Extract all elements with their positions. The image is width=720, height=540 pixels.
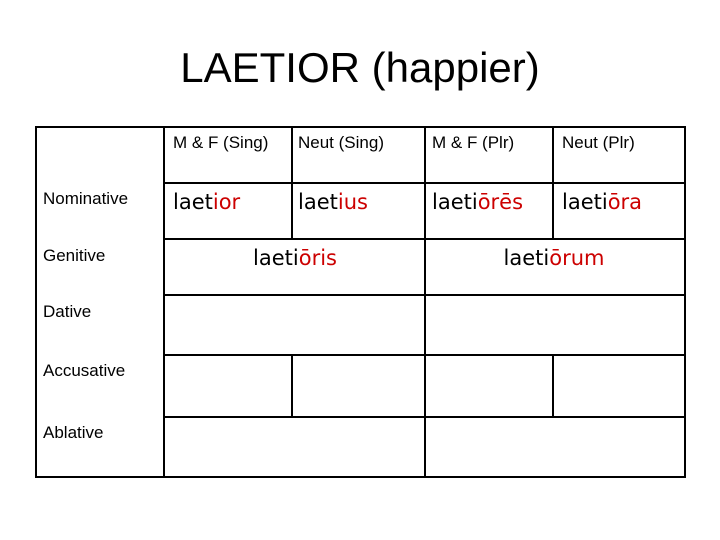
- table-divider-neut-sing-acc: [291, 354, 293, 416]
- form-ending: ōris: [298, 246, 337, 270]
- table-divider-neut-sing-nom: [291, 182, 293, 238]
- form-nom-neut-sing: [298, 189, 368, 215]
- header-neut-sing: Neut (Sing): [298, 133, 384, 152]
- row-label-genitive: Genitive: [43, 246, 106, 265]
- form-ending: ius: [337, 190, 368, 214]
- table-divider-neut-plr-acc: [552, 354, 554, 416]
- table-border-right: [684, 126, 686, 478]
- page-title: LAETIOR (happier): [180, 44, 540, 91]
- row-label-accusative: Accusative: [43, 361, 126, 380]
- form-gen-plr: [504, 245, 605, 271]
- form-ending: ior: [212, 190, 241, 214]
- form-stem: laet: [298, 190, 338, 214]
- form-stem: laet: [173, 190, 213, 214]
- form-nom-mf-plr: [432, 189, 523, 215]
- header-mf-sing: M & F (Sing): [173, 133, 269, 152]
- form-nom-mf-sing: [173, 189, 240, 215]
- table-border-left: [35, 126, 37, 478]
- table-divider-neut-sing: [291, 126, 293, 182]
- table-divider-neut-plr: [552, 126, 554, 238]
- row-label-ablative: Ablative: [43, 423, 104, 442]
- table-border-bottom: [35, 476, 686, 478]
- form-stem: laeti: [432, 190, 478, 214]
- form-ending: ōrum: [549, 246, 605, 270]
- form-ending: ōra: [607, 190, 643, 214]
- table-border-top: [35, 126, 686, 128]
- form-stem: laeti: [503, 246, 550, 270]
- header-mf-plr: M & F (Plr): [432, 133, 515, 152]
- header-neut-plr: Neut (Plr): [562, 133, 635, 152]
- table-divider-rowlabels: [163, 126, 165, 478]
- row-label-dative: Dative: [43, 302, 92, 321]
- form-stem: laeti: [562, 190, 608, 214]
- declension-table: [35, 126, 686, 478]
- form-ending: ōrēs: [477, 190, 524, 214]
- row-label-nominative: Nominative: [43, 189, 129, 208]
- form-nom-neut-plr: [562, 189, 642, 215]
- form-gen-sing: [253, 245, 337, 271]
- form-stem: laeti: [253, 246, 299, 270]
- table-divider-plural: [424, 126, 426, 478]
